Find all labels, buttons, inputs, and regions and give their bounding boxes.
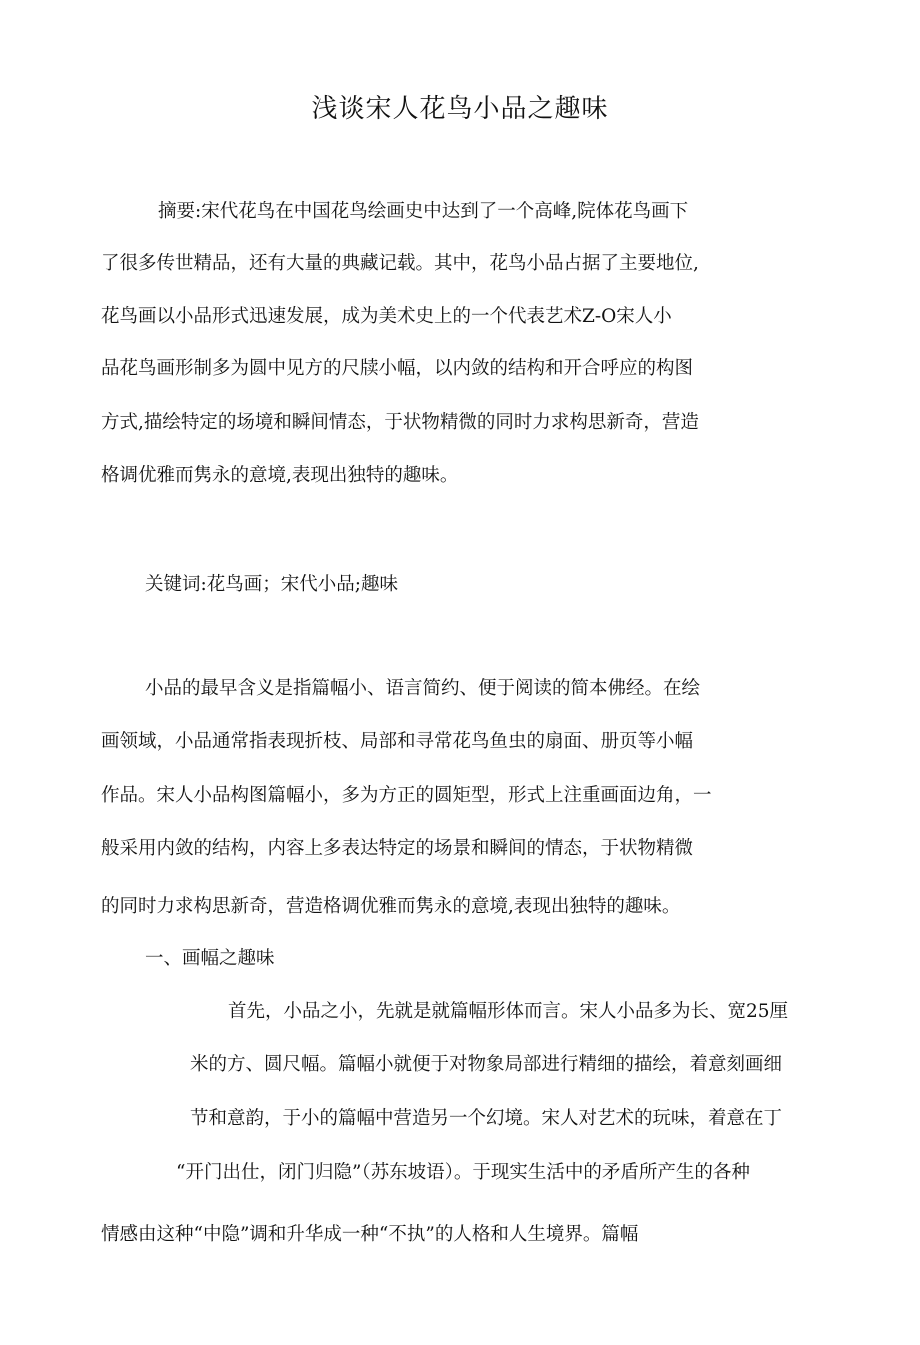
section-line: 情感由这种“中隐”调和升华成一种“不执”的人格和人生境界。篇幅 — [101, 1224, 639, 1245]
intro-line: 的同时力求构思新奇，营造格调优雅而隽永的意境,表现出独特的趣味。 — [101, 896, 681, 917]
abstract-line: 花鸟画以小品形式迅速发展，成为美术史上的一个代表艺术Z-O宋人小 — [101, 306, 672, 327]
section-line: “开门出仕，闭门归隐”（苏东坡语）。于现实生活中的矛盾所产生的各种 — [176, 1162, 750, 1183]
section-line: 节和意韵，于小的篇幅中营造另一个幻境。宋人对艺术的玩味，着意在丁 — [190, 1108, 783, 1129]
intro-line: 小品的最早含义是指篇幅小、语言简约、便于阅读的简本佛经。在绘 — [145, 678, 701, 699]
intro-line: 作品。宋人小品构图篇幅小，多为方正的圆矩型，形式上注重画面边角，一 — [101, 785, 712, 806]
section-line: 米的方、圆尺幅。篇幅小就便于对物象局部进行精细的描绘，着意刻画细 — [190, 1054, 783, 1075]
abstract-line: 摘要:宋代花鸟在中国花鸟绘画史中达到了一个高峰,院体花鸟画下 — [158, 201, 689, 222]
abstract-line: 格调优雅而隽永的意境,表现出独特的趣味。 — [101, 465, 459, 486]
abstract-line: 品花鸟画形制多为圆中见方的尺牍小幅，以内敛的结构和开合呼应的构图 — [101, 358, 694, 379]
abstract-line: 方式,描绘特定的场境和瞬间情态，于状物精微的同时力求构思新奇，营造 — [101, 412, 699, 433]
intro-line: 画领域，小品通常指表现折枝、局部和寻常花鸟鱼虫的扇面、册页等小幅 — [101, 731, 694, 752]
intro-line: 般采用内敛的结构，内容上多表达特定的场景和瞬间的情态，于状物精微 — [101, 838, 694, 859]
section-line: 首先，小品之小，先就是就篇幅形体而言。宋人小品多为长、宽25厘 — [228, 1001, 789, 1022]
abstract-line: 了很多传世精品，还有大量的典藏记载。其中，花鸟小品占据了主要地位, — [101, 253, 699, 274]
keywords-line: 关键词:花鸟画；宋代小品;趣味 — [145, 574, 398, 595]
section-heading: 一、画幅之趣味 — [145, 948, 275, 969]
page-title: 浅谈宋人花鸟小品之趣味 — [311, 94, 609, 124]
